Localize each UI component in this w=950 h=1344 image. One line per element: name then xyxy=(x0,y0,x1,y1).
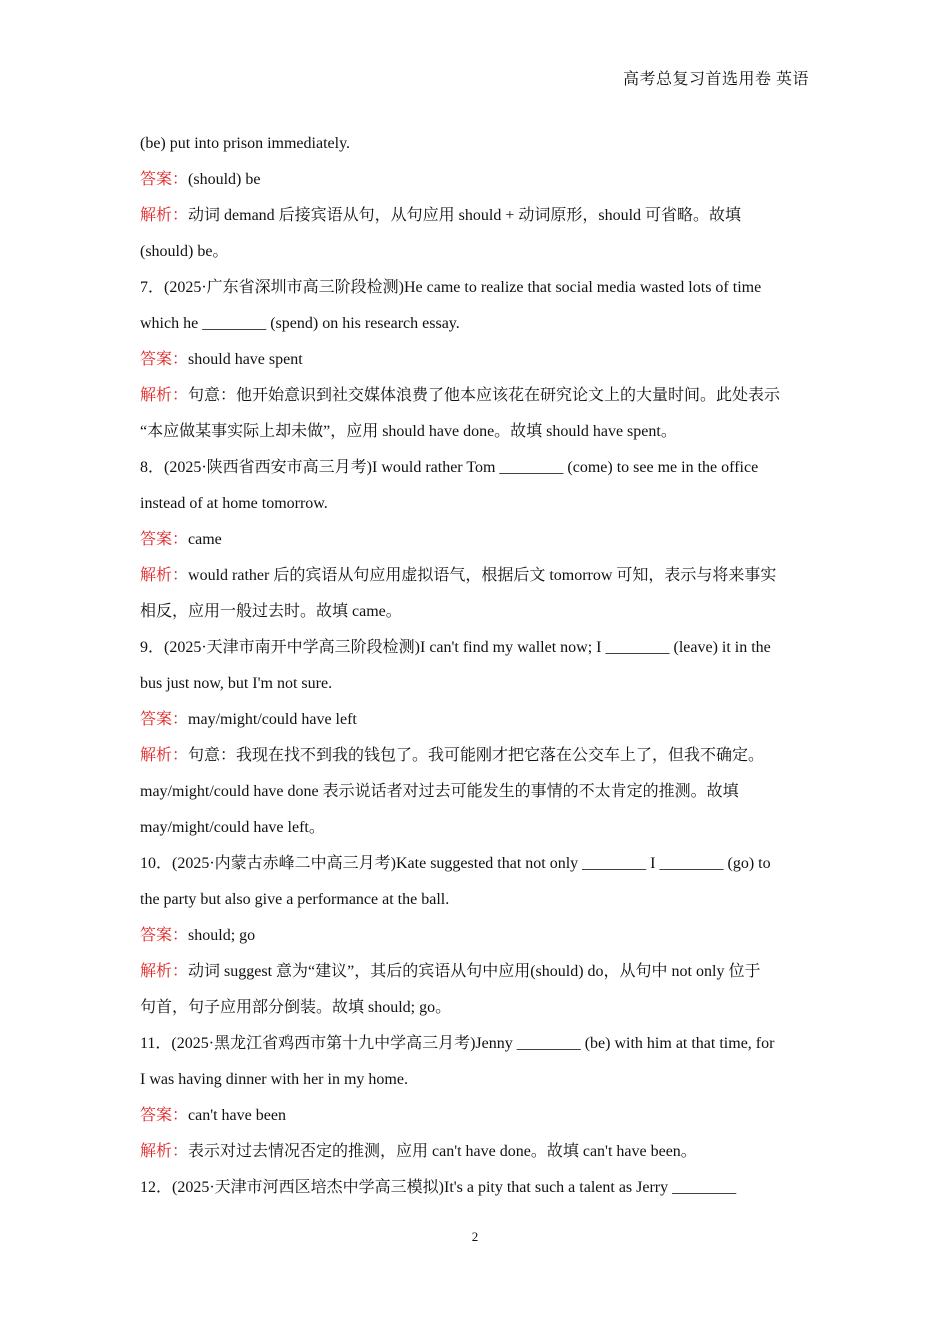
analysis-line xyxy=(140,198,810,234)
line-text: 句意：他开始意识到社交媒体浪费了他本应该花在研究论文上的大量时间。此处表示 xyxy=(188,387,781,404)
line-text: may/might/could have done 表示说话者对过去可能发生的事情的不太肯定的推测。故填 xyxy=(140,783,739,800)
line-text: may/might/could have left。 xyxy=(140,819,325,836)
analysis-line xyxy=(140,954,810,990)
line-text: 句意：我现在找不到我的钱包了。我可能刚才把它落在公交车上了，但我不确定。 xyxy=(188,747,765,764)
text-line xyxy=(140,450,810,486)
line-text: 句首，句子应用部分倒装。故填 should; go。 xyxy=(140,999,452,1016)
text-line xyxy=(140,774,810,810)
analysis-label: 解析： xyxy=(140,567,189,584)
text-line xyxy=(140,1062,810,1098)
line-text: 动词 suggest 意为“建议”，其后的宾语从句中应用(should) do，从句中 not only 位于 xyxy=(188,963,761,980)
document-body xyxy=(140,126,810,1206)
text-line xyxy=(140,270,810,306)
line-text: “本应做某事实际上却未做”，应用 should have done。故填 should have spent。 xyxy=(140,423,677,440)
line-text: 动词 demand 后接宾语从句，从句应用 should + 动词原形，should 可省略。故填 xyxy=(188,207,742,224)
line-text: should; go xyxy=(188,927,256,944)
text-line xyxy=(140,990,810,1026)
line-text: the party but also give a performance at the ball. xyxy=(140,891,450,908)
line-text: instead of at home tomorrow. xyxy=(140,495,328,512)
analysis-label: 解析： xyxy=(140,747,189,764)
analysis-label: 解析： xyxy=(140,387,189,404)
analysis-line xyxy=(140,738,810,774)
analysis-line xyxy=(140,378,810,414)
line-text: I was having dinner with her in my home. xyxy=(140,1071,408,1088)
text-line xyxy=(140,234,810,270)
text-line xyxy=(140,1026,810,1062)
running-header: 高考总复习首选用卷 英语 xyxy=(622,71,809,88)
text-line xyxy=(140,630,810,666)
answer-line xyxy=(140,342,810,378)
line-text: (should) be xyxy=(188,171,261,188)
answer-label: 答案： xyxy=(140,531,189,548)
analysis-line xyxy=(140,1134,810,1170)
analysis-label: 解析： xyxy=(140,1143,189,1160)
text-line xyxy=(140,594,810,630)
line-text: may/might/could have left xyxy=(188,711,357,728)
line-text: came xyxy=(188,531,222,548)
text-line xyxy=(140,126,810,162)
answer-line xyxy=(140,918,810,954)
text-line xyxy=(140,666,810,702)
answer-label: 答案： xyxy=(140,927,189,944)
line-text: 相反，应用一般过去时。故填 came。 xyxy=(140,603,402,620)
line-text: which he ________ (spend) on his research essay. xyxy=(140,315,460,332)
analysis-label: 解析： xyxy=(140,207,189,224)
line-text: 11．(2025·黑龙江省鸡西市第十九中学高三月考)Jenny ________ (be) with him at that time, for xyxy=(140,1035,775,1052)
text-line xyxy=(140,414,810,450)
text-line xyxy=(140,1170,810,1206)
line-text: should have spent xyxy=(188,351,303,368)
text-line xyxy=(140,846,810,882)
answer-label: 答案： xyxy=(140,1107,189,1124)
line-text: 表示对过去情况否定的推测，应用 can't have done。故填 can't have been。 xyxy=(188,1143,697,1160)
answer-label: 答案： xyxy=(140,711,189,728)
line-text: 8．(2025·陕西省西安市高三月考)I would rather Tom ________ (come) to see me in the office xyxy=(140,459,759,476)
answer-line xyxy=(140,162,810,198)
line-text: 12．(2025·天津市河西区培杰中学高三模拟)It's a pity that such a talent as Jerry ________ xyxy=(140,1179,737,1196)
text-line xyxy=(140,486,810,522)
answer-line xyxy=(140,702,810,738)
analysis-line xyxy=(140,558,810,594)
page-number: 2 xyxy=(471,1229,479,1244)
line-text: 9．(2025·天津市南开中学高三阶段检测)I can't find my wallet now; I ________ (leave) it in the xyxy=(140,639,771,656)
line-text: can't have been xyxy=(188,1107,286,1124)
line-text: would rather 后的宾语从句应用虚拟语气，根据后文 tomorrow 可知，表示与将来事实 xyxy=(188,567,777,584)
line-text: bus just now, but I'm not sure. xyxy=(140,675,333,692)
line-text: (should) be。 xyxy=(140,243,229,260)
answer-line xyxy=(140,1098,810,1134)
text-line xyxy=(140,306,810,342)
answer-label: 答案： xyxy=(140,351,189,368)
line-text: 7．(2025·广东省深圳市高三阶段检测)He came to realize that social media wasted lots of time xyxy=(140,279,762,296)
line-text: (be) put into prison immediately. xyxy=(140,135,351,152)
analysis-label: 解析： xyxy=(140,963,189,980)
line-text: 10．(2025·内蒙古赤峰二中高三月考)Kate suggested that not only ________ I ________ (go) to xyxy=(140,855,771,872)
text-line xyxy=(140,810,810,846)
answer-line xyxy=(140,522,810,558)
answer-label: 答案： xyxy=(140,171,189,188)
text-line xyxy=(140,882,810,918)
